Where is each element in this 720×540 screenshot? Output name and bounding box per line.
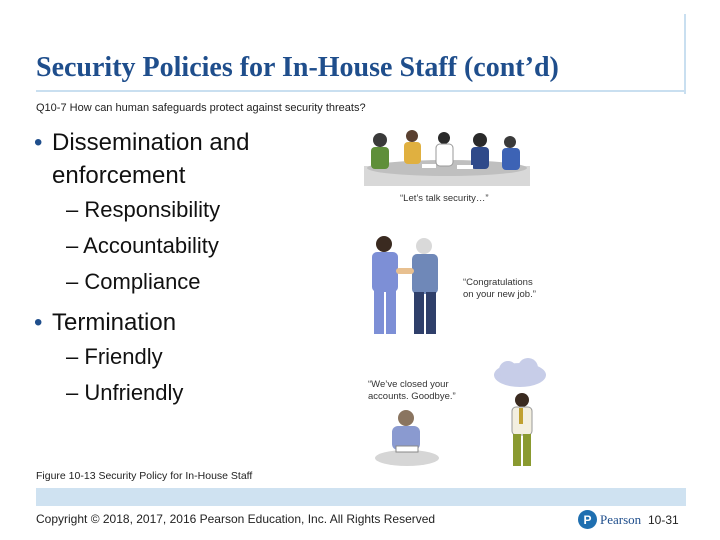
bullet-dissemination: [34, 126, 364, 192]
sub-marker: –: [66, 233, 79, 258]
figure-caption: Figure 10-13 Security Policy for In-House Staff: [36, 470, 253, 482]
meeting-caption: “Let’s talk security…”: [400, 193, 489, 204]
bullet-label: Termination: [52, 309, 177, 336]
congratulations-illustration: [362, 234, 462, 338]
congratulations-caption-line1: “Congratulations: [463, 277, 533, 288]
closed-caption-line2: accounts. Goodbye.”: [368, 391, 456, 402]
sub-bullet-label: Accountability: [83, 233, 219, 258]
sub-bullet-compliance: [34, 264, 364, 300]
sub-marker: –: [66, 269, 79, 294]
pearson-icon: P: [578, 510, 597, 529]
sub-marker: –: [66, 344, 79, 369]
sub-marker: –: [66, 197, 79, 222]
slide-subtitle: Q10-7 How can human safeguards protect against security threats?: [36, 102, 366, 114]
sub-bullet-responsibility: [34, 192, 364, 228]
sub-marker: –: [66, 380, 79, 405]
sub-bullet-label: Compliance: [84, 269, 201, 294]
pearson-wordmark: Pearson: [600, 511, 642, 527]
bullet-dot-icon: •: [34, 129, 43, 156]
bullet-label: Dissemination and enforcement: [52, 129, 250, 189]
footer-accent-bar: [36, 488, 686, 506]
sub-bullet-unfriendly: [34, 375, 364, 411]
sub-bullet-accountability: [34, 228, 364, 264]
pearson-logo: [578, 510, 641, 529]
congratulations-caption-line2: on your new job.”: [463, 289, 536, 300]
bullet-termination: [34, 306, 364, 339]
slide-title: Security Policies for In-House Staff (cont’d): [36, 52, 559, 83]
sub-bullet-label: Unfriendly: [84, 380, 184, 405]
sub-bullet-label: Friendly: [84, 344, 163, 369]
title-rule: [36, 90, 686, 92]
meeting-illustration: [362, 128, 532, 190]
page-number: 10-31: [648, 513, 679, 527]
thought-cloud-icon: [490, 358, 550, 390]
bullet-list: [34, 126, 364, 411]
sub-bullet-friendly: [34, 339, 364, 375]
sub-bullet-label: Responsibility: [84, 197, 221, 222]
closed-caption-line1: “We’ve closed your: [368, 379, 449, 390]
copyright-text: Copyright © 2018, 2017, 2016 Pearson Education, Inc. All Rights Reserved: [36, 512, 436, 526]
standing-manager-illustration: [504, 392, 540, 468]
bullet-dot-icon: •: [34, 309, 43, 336]
seated-employee-illustration: [372, 408, 442, 468]
title-bracket-line: [684, 14, 686, 94]
